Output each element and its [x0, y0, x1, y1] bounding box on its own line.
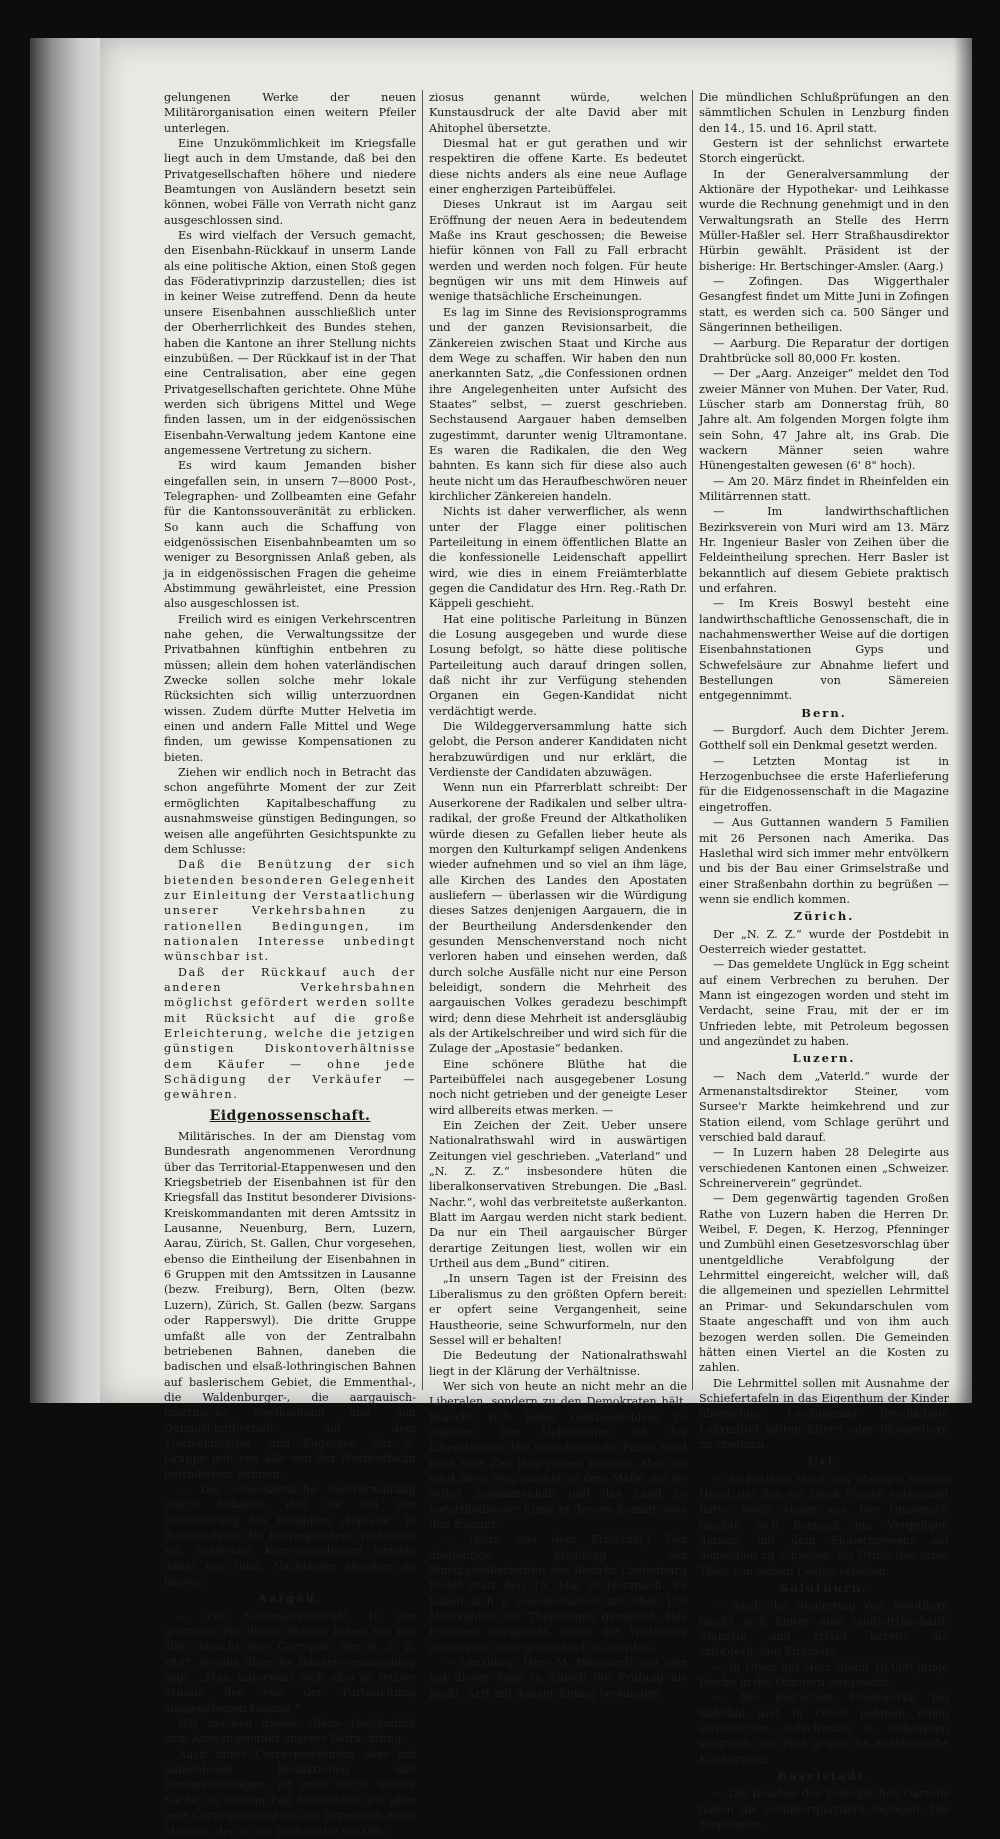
paragraph: — Nach dem „Vaterld.“ wurde der Armenanstaltsdirektor Steiner, vom Sursee'r Markte heimkehrend und zur Station eilend, vom Schlage gerührt und verschied bald darauf. [699, 1069, 949, 1145]
paragraph: — Lenzburg. Herr M. Hämmerli von hier hat dieser Tage in Zürich die Prüfung als prakt. Arzt mit Auszeichnung bestanden. [429, 1656, 687, 1700]
paragraph: — Die Roll'schen Eisenwerke bei Balsthal und in Olten nehmen einen erfreulichen Aufschwung u. behaupten siegreich das Feld gegen die ausländische Konkurrenz. [699, 1691, 949, 1766]
newspaper-page [100, 38, 972, 1838]
paragraph: — Im landwirthschaftlichen Bezirksverein von Muri wird am 13. März Hr. Ingenieur Basler von Zeihen über die Feldeintheilung sprechen. Herr Basler ist bekanntlich auf diesem Gebiete praktisch und erfahren. [699, 505, 949, 595]
paragraph: — Zofingen. Das Wiggerthaler Gesangfest findet um Mitte Juni in Zofingen statt, es werden sich ca. 500 Sänger und Sängerinnen betheiligen. [699, 275, 949, 335]
paragraph: Der „N. Z. Z.“ wurde der Postdebit in Oesterreich wieder gestattet. [699, 927, 949, 956]
paragraph: Es lag im Sinne des Revisionsprogramms und der ganzen Revisionsarbeit, die Zänkereien zwischen Staat und Kirche aus dem Wege zu schaffen. Wir haben den nun anerkannten Satz, „die Confessionen ordnen ihre Angelegenheiten unter Aufsicht des Staates“ selbst, — zuerst geschrieben. Sechstausend Aargauer haben demselben zugestimmt, darunter wenig Ultramontane. Es waren die Radikalen, die den Weg bahnten. Es kann sich für diese also auch heute nicht um das Heraufbeschwören neuer kirchlicher Zänkereien handeln. [429, 305, 687, 503]
paragraph: Daß der Rückkauf auch der anderen Verkehrsbahnen möglichst gefördert werden sollte mit Rücksicht auf die große Erleichterung, welche die jetzigen günstigen Diskontoverhältnisse dem Käufer — ohne jede Schädigung der Verkäufer — gewähren. [164, 965, 416, 1102]
paragraph: Militärisches. In der am Dienstag vom Bundesrath angenommenen Verordnung über das Territorial-Etappenwesen und den Kriegsbetrieb der Eisenbahnen ist für den Kriegsfall das Institut besonderer Divisions-Kreiskommandanten mit deren Amtssitz in Lausanne, Neuenburg, Bern, Luzern, Aarau, Zürich, St. Gallen, Chur vorgesehen, ebenso die Eintheilung der Eisenbahnen in 6 Gruppen mit den Amtssitzen in Lausanne (bezw. Freiburg), Bern, Olten (bezw. Luzern), Zürich, St. Gallen (bezw. Sargans oder Rapperswyl). Die dritte Gruppe umfaßt alle von der Zentralbahn betriebenen Bahnen, daneben die badischen und elsaß-lothringischen Bahnen auf baslerischem Gebiet, die Emmenthal-, die Waldenburger-, die aargauisch-luzernische Seethalbahn und den Dampfschiffbetrieb auf dem Vierwaldstätter- und Zugersee. Zur 5. Gruppe gehören alle von der Nordostbahn betriebenen Bahnen. [164, 1130, 416, 1481]
paragraph: Auch unter Correspondenten oder mit namenlosen Redaktionen und herumzuschlagen, ist zwar nicht unsere Sache; in diesem Fall betrachten wir aber jene Correspondenz als das Erzeugniß eines Mannes, der in der Diplomatie ein Offi- [164, 1747, 417, 1838]
column-rule-1 [422, 90, 423, 1390]
paragraph: In der Generalversammlung der Aktionäre der Hypothekar- und Leihkasse wurde die Rechnung genehmigt und in den Verwaltungsrath an Stelle des Herrn Müller-Haßler sel. Herr Straßhausdirektor Hürbin gewählt. Präsident ist der bisherige: Hr. Bertschinger-Amsler. (Aarg.) [699, 167, 949, 273]
paragraph: — Dem gegenwärtig tagenden Großen Rathe von Luzern haben die Herren Dr. Weibel, F. Degen, K. Herzog, Pfenninger und Zumbühl einen Gesetzesvorschlag über unentgeldliche Verabfolgung der Lehrmittel eingereicht, welcher will, daß die allgemeinen und speziellen Lehrmittel an Primar- und Sekundarschulen vom Staate angeschafft und von ihm auch bezogen werden sollen. Die Gemeinden hätten einen Viertel an die Kosten zu zahlen. [699, 1192, 949, 1375]
paragraph: — Auch die Regierung von Solothurn macht sich hinter eine landwirthschaftl. Statistik und erläßt bereits die erforderlichen Zirkulare. [699, 1599, 949, 1659]
paragraph: Wer sich von heute an nicht mehr an die Liberalen, sondern zu den Demokraten hält, braucht sich keine Gewissensbisse zu machen. Der Ueberläufer ist der Liberalismus. Die demokratische Partei wird noch eine Zeit lang ringen müssen, aber sie wird ihren Weg machen in dem Maße, als sie selbst zusammenhält und das Land zu vorurtheilsloser Einsicht dessen kommt, was ihm frommt. [429, 1379, 687, 1531]
paragraph: — Der „Aarg. Anzeiger“ meldet den Tod zweier Männer von Muhen. Der Vater, Rud. Lüscher starb am Donnerstag früh, 80 Jahre alt. Am folgenden Morgen folgte ihm sein Sohn, 47 Jahre alt, ins Grab. Die wackern Männer seien wahre Hünengestalten gewesen (6' 8" hoch). [699, 367, 949, 473]
paragraph: Die mündlichen Schlußprüfungen an den sämmtlichen Schulen in Lenzburg finden den 14., 15. und 16. April statt. [699, 91, 949, 135]
section-heading-eidgenossenschaft: Eidgenossenschaft. [209, 1107, 371, 1124]
paragraph: Diesmal hat er gut gerathen und wir respektiren die offene Karte. Es bedeutet diese nichts anders als eine neue Auflage einer engherzigen Parteibüffelei. [429, 137, 687, 197]
paragraph: — Am 20. März findet in Rheinfelden ein Militärrennen statt. [699, 474, 949, 503]
column-2 [429, 90, 687, 1700]
paragraph: Nichts ist daher verwerflicher, als wenn unter der Flagge einer politischen Parteileitung in einem öffentlichen Blatte an die konfessionelle Leidenschaft appellirt wird, wie dies in einem Freiämterblatte gegen die Candidatur des Hrn. Reg.-Rath Dr. Käppeli geschieht. [429, 505, 687, 611]
paragraph: — Im Kreis Boswyl besteht eine landwirthschaftliche Genossenschaft, die in nachahmenswerther Weise auf die dortigen Eisenbahnstationen Gyps und Schwefelsäure zur Abnahme liefert und Bestellungen von Sämereien entgegennimmt. [699, 597, 949, 703]
column-rule-2 [692, 90, 693, 1390]
column-1 [164, 90, 417, 1838]
paragraph: Es wird vielfach der Versuch gemacht, den Eisenbahn-Rückkauf in unserm Lande als eine politische Aktion, einen Stoß gegen das Föderativprinzip darzustellen; dies ist in keiner Weise zutreffend. Denn da heute unsere Eisenbahnen ausschließlich unter der Oberherrlichkeit des Bundes stehen, haben die Kantone an ihrer Stellung nichts einzubüßen. — Der Rückkauf ist in der That eine Centralisation, aber eine gegen Privatgesellschaften gerichtete. Ohne Mühe werden sich übrigens Mittel und Wege finden lassen, um in der eidgenössischen Eisenbahn-Verwaltung jedem Kantone eine angemessene Vertretung zu sichern. [164, 229, 416, 457]
paragraph: Ein Zeichen der Zeit. Ueber unsere Nationalrathswahl wird in auswärtigen Zeitungen viel geschrieben. „Vaterland“ und „N. Z. Z.“ insbesondere hüten die liberalkonservativen Strebungen. Die „Basl. Nachr.“, wohl das verbreitetste außerkanton. Blatt im Aargau werden nicht stark bedient. Da nur ein Theil aargauischer Bürger derartige Zeitungen liest, wollen wir ein Urtheil aus dem „Bund“ citiren. [429, 1119, 687, 1271]
paragraph: — Das gemeldete Unglück in Egg scheint auf einem Verbrechen zu beruhen. Der Mann ist eingezogen worden und steht im Verdacht, seine Frau, mit der er im Unfrieden lebte, mit Petroleum begossen und angezündet zu haben. [699, 958, 949, 1048]
paragraph: Gestern ist der sehnlichst erwartete Storch eingerückt. [699, 137, 949, 166]
paragraph: — Die Insaßen des zoologischen Gartens haben die Sommerquartiere bezogen. Die Elephantin [699, 1787, 949, 1832]
paragraph: — Zur Nationalrathswahl. In der gestrigen Nr. dieses Blattes haben wir mit aller Absicht eine Corrspdz. der N. Z. Z. zitirt, welche über die Bünzerversammlung sagt: „Man unterwarf sich also in letzter Stunde der von der Parteileitung ausgegebenen Losung.“ [164, 1609, 416, 1715]
scan-page-edge [30, 38, 100, 1403]
paragraph: — Die schweizerische Postverwaltung macht bekannt, daß sie bei der Desinfizirung des Dampfers „Equator“ in Buenos-Ayres die Korrespondenz verbrannt sei. Schweizer Korrespondenten werden daher gut thun, Nachläufer abgehen zu lassen. [164, 1482, 416, 1588]
paragraph: Die Wildeggerversammlung hatte sich gelobt, die Person anderer Kandidaten nicht herabzuwürdigen und nur erklärt, die Verdienste der Candidaten abzuwägen. [429, 720, 687, 780]
column-3 [699, 90, 949, 1832]
paragraph: Die Lehrmittel sollen mit Ausnahme der Schiefertafeln in das Eigenthum der Kinder übergehen. Leichtsinnig beschädigte Lehrmittel hätten Eltern oder Pflegeeltern zu ersetzen. [699, 1376, 949, 1451]
paragraph: Daß die Benützung der sich bietenden besonderen Gelegenheit zur Einleitung der Verstaatlichung unserer Verkehrsbahnen zu rationellen Bedingungen, im nationalen Interesse unbedingt wünschbar ist. [164, 858, 416, 964]
paragraph: ziosus genannt würde, welchen Kunstausdruck der alte David aber mit Ahitophel übersetzte. [429, 91, 687, 135]
paragraph: — Burgdorf. Auch dem Dichter Jerem. Gotthelf soll ein Denkmal gesetzt werden. [699, 724, 949, 753]
paragraph: Ziehen wir endlich noch in Betracht das schon angeführte Moment der zur Zeit ermöglichten Kapitalbeschaffung zu ausnahmsweise günstigen Bedingungen, so weisen alle angeführten Gesichtspunkte zu dem Schlusse: [164, 766, 416, 856]
paragraph: — Aarburg. Die Reparatur der dortigen Drahtbrücke soll 80,000 Fr. kosten. [699, 336, 949, 365]
subheading-zuerich: Zürich. [793, 909, 855, 924]
paragraph: — Aus Guttannen wandern 5 Familien mit 26 Personen nach Amerika. Das Haslethal wird sich immer mehr entvölkern und bis der Bau einer Grimselstraße und einer Straßenbahn dorthin zu begrüßen — wenn sie endlich kommen. [699, 816, 949, 906]
paragraph: Die Bedeutung der Nationalrathswahl liegt in der Klärung der Verhältnisse. [429, 1349, 687, 1378]
paragraph: Freilich wird es einigen Verkehrscentren nahe gehen, die Verwaltungssitze der Privatbahnen künftighin entbehren zu müssen; allein dem hohen vaterländischen Zwecke sollen solche mehr lokale Rücksichten sich willig unterzuordnen wissen. Zudem dürfte Mutter Helvetia im einen und andern Falle Mittel und Wege finden, um gewisse Kompensationen zu bieten. [164, 612, 416, 764]
paragraph: — In Erstfeld stach ein Metzger seinem Hund, der ihm ein Stück Fleisch entwendet hatte, beide Augen aus. Der Unmensch machte sich hernach ein Vergnügen daraus, mit dem Flobertgewehr auf denselben zu schießen, bis Dritte das arme Thier von seinen Leiden erlösten. [699, 1472, 949, 1578]
paragraph: Eine schönere Blüthe hat die Parteibüffelei nach ausgegebener Losung noch nicht getrieben und der geneigte Leser wird allbereits etwas merken. — [429, 1057, 687, 1117]
paragraph: Wenn nun ein Pfarrerblatt schreibt: Der Auserkorene der Radikalen und selber ultra-radikal, der große Freund der Altkatholiken würde diesen zu Gefallen lieber heute als morgen den Kulturkampf seligen Andenkens wieder aufnehmen und so viel an ihm läge, alle Kirchen des Landes den Apostaten ausliefern — überlassen wir die Würdigung dieses Satzes denjenigen Aargauern, die in der Beurtheilung Andersdenkender den gesunden Menschenverstand noch nicht verloren haben und einsehen werden, daß durch solche Ausfälle nicht nur eine Person beleidigt, sondern die Mehrheit des aargauischen Volkes geradezu beschimpft wird; denn diese Mehrheit ist andersgläubig als der Artikelschreiber und wird sich für die Zulage der „Apostasie“ bedanken. [429, 781, 687, 1056]
paragraph: Hat eine politische Parleitung in Bünzen die Losung ausgegeben und wurde diese Losung befolgt, so hätte diese politische Parteileitung auch darauf dringen sollen, daß nicht ihr zur Verfügung stehenden Organen ein Gegen-Kandidat nicht verdächtigt werde. [429, 612, 687, 718]
subheading-luzern: Luzern. [792, 1051, 856, 1066]
subheading-bern: Bern. [801, 705, 847, 720]
page-gutter-shadow [954, 38, 972, 1403]
paragraph: — (Korr. aus dem Frickthal.) Der diesjährige Musiktag der Musikgesellschaften des Bezirks Laufenburg findet statt den 15. Mai in Herznach. Es haben sich 8 Gesellschaften mit über 130 Musikanten zur Theilnahme gemeldet. Das Festchen verspricht, wenn die Witterung günstig ist, sehr gemüthlich zu werden. [429, 1533, 687, 1654]
subheading-uri: Uri. [807, 1454, 841, 1469]
paragraph: Eine Unzukömmlichkeit im Kriegsfalle liegt auch in dem Umstande, daß bei den Privatgesellschaften höhere und niedere Beamtungen von Ausländern besetzt sein können, wobei Fälle von Verrath nicht ganz ausgeschlossen sind. [164, 137, 416, 227]
subheading-solothurn: Solothurn. [779, 1581, 869, 1595]
paragraph: — Letzten Montag ist in Herzogenbuchsee die erste Haferlieferung für die Eidgenossenschaft in die Magazine eingetroffen. [699, 754, 949, 814]
paragraph: — In Luzern haben 28 Delegirte aus verschiedenen Kantonen einen „Schweizer. Schreinerverein“ gegründet. [699, 1146, 949, 1191]
subheading-baselstadt: Baselstadt. [777, 1769, 871, 1784]
paragraph: Es wird kaum Jemanden bisher eingefallen sein, in unsern 7—8000 Post-, Telegraphen- und Zollbeamten eine Gefahr für die Kantonssouveränität zu erblicken. So kann auch die Schaffung von eidgenössischen Eisenbahnbeamten um so weniger zu Besorgnissen Anlaß geben, als ja in eidgenössischen Fragen die geheime Abstimmung gewährleistet, eine Pression also ausgeschlossen ist. [164, 459, 416, 611]
paragraph: gelungenen Werke der neuen Militärorganisation einen weitern Pfeiler unterlegen. [164, 91, 416, 135]
paragraph: Wir machen dieses offene Geständniß zum Ausgangspunkt unserer Betrachtung. [164, 1717, 416, 1746]
paragraph: „In unsern Tagen ist der Freisinn des Liberalismus zu den größten Opfern bereit: er opfert seine Vergangenheit, seine Haustheorie, seine Schwurformeln, nur den Sessel will er behalten! [429, 1272, 687, 1347]
paragraph: Dieses Unkraut ist im Aargau seit Eröffnung der neuen Aera in bedeutendem Maße ins Kraut geschossen; die Beweise hiefür können von Fall zu Fall erbracht werden und werden noch folgen. Für heute begnügen wir uns mit dem Hinweis auf wenige thatsächliche Erscheinungen. [429, 198, 687, 304]
subheading-aargau: Aargau. [257, 1591, 323, 1606]
paragraph: — In Olten hat Herr Biehli 10,000 junge Fische in die Dünnern ausgesetzt. [699, 1660, 949, 1690]
